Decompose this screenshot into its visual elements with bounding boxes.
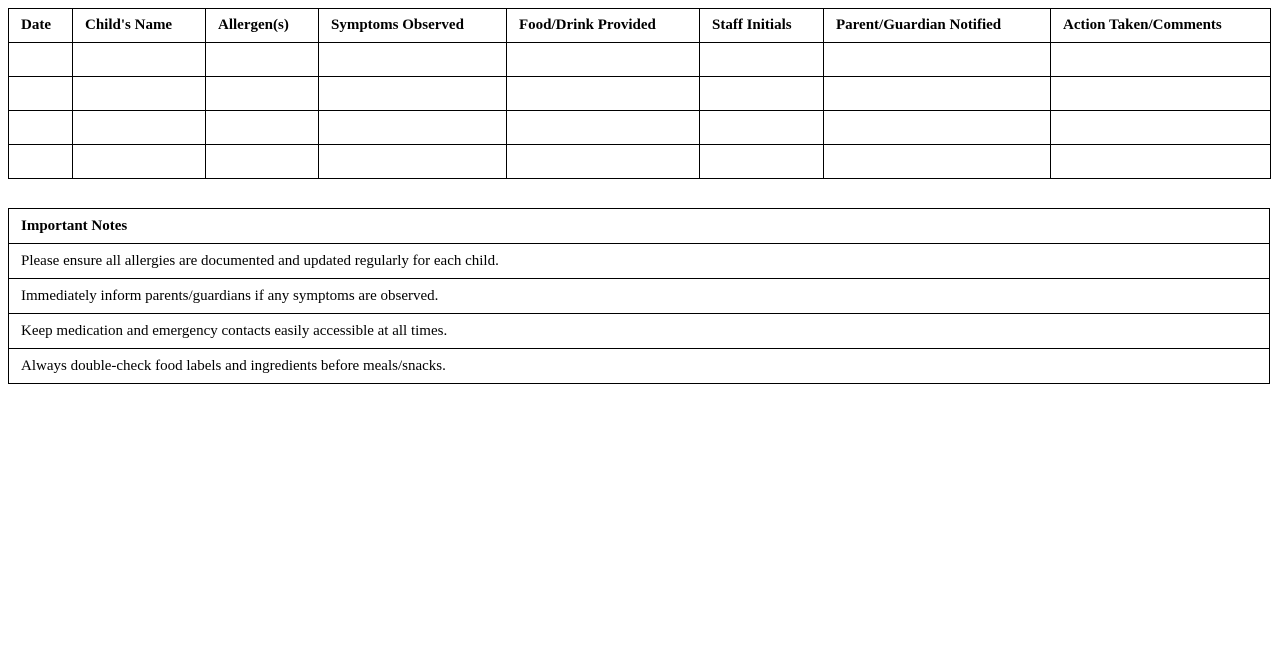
cell-date[interactable] [9, 145, 73, 179]
cell-childs-name[interactable] [73, 43, 206, 77]
table-row [9, 77, 1271, 111]
header-staff-initials: Staff Initials [700, 9, 824, 43]
cell-date[interactable] [9, 77, 73, 111]
cell-allergens[interactable] [206, 111, 319, 145]
cell-parent-guardian-notified[interactable] [824, 111, 1051, 145]
cell-allergens[interactable] [206, 77, 319, 111]
header-allergens: Allergen(s) [206, 9, 319, 43]
cell-action-taken-comments[interactable] [1051, 111, 1271, 145]
cell-parent-guardian-notified[interactable] [824, 77, 1051, 111]
notes-title: Important Notes [9, 209, 1270, 244]
note-row [9, 349, 1270, 384]
cell-staff-initials[interactable] [700, 111, 824, 145]
note-item: Always double-check food labels and ingredients before meals/snacks. [9, 349, 1270, 384]
table-row [9, 43, 1271, 77]
note-item: Please ensure all allergies are documented and updated regularly for each child. [9, 244, 1270, 279]
cell-parent-guardian-notified[interactable] [824, 145, 1051, 179]
note-item: Immediately inform parents/guardians if any symptoms are observed. [9, 279, 1270, 314]
notes-header-row [9, 209, 1270, 244]
header-food-drink-provided: Food/Drink Provided [507, 9, 700, 43]
cell-staff-initials[interactable] [700, 43, 824, 77]
note-item: Keep medication and emergency contacts easily accessible at all times. [9, 314, 1270, 349]
cell-symptoms-observed[interactable] [319, 43, 507, 77]
note-row [9, 244, 1270, 279]
cell-symptoms-observed[interactable] [319, 145, 507, 179]
important-notes-table [8, 208, 1270, 384]
cell-action-taken-comments[interactable] [1051, 43, 1271, 77]
note-row [9, 279, 1270, 314]
cell-staff-initials[interactable] [700, 145, 824, 179]
cell-date[interactable] [9, 111, 73, 145]
header-parent-guardian-notified: Parent/Guardian Notified [824, 9, 1051, 43]
cell-food-drink-provided[interactable] [507, 111, 700, 145]
cell-date[interactable] [9, 43, 73, 77]
cell-symptoms-observed[interactable] [319, 111, 507, 145]
cell-action-taken-comments[interactable] [1051, 77, 1271, 111]
cell-allergens[interactable] [206, 43, 319, 77]
cell-food-drink-provided[interactable] [507, 43, 700, 77]
cell-staff-initials[interactable] [700, 77, 824, 111]
table-row [9, 111, 1271, 145]
header-action-taken-comments: Action Taken/Comments [1051, 9, 1271, 43]
allergy-log-table [8, 8, 1271, 179]
note-row [9, 314, 1270, 349]
cell-food-drink-provided[interactable] [507, 145, 700, 179]
cell-symptoms-observed[interactable] [319, 77, 507, 111]
cell-action-taken-comments[interactable] [1051, 145, 1271, 179]
header-date: Date [9, 9, 73, 43]
table-row [9, 145, 1271, 179]
header-row [9, 9, 1271, 43]
cell-childs-name[interactable] [73, 145, 206, 179]
cell-childs-name[interactable] [73, 111, 206, 145]
cell-childs-name[interactable] [73, 77, 206, 111]
cell-allergens[interactable] [206, 145, 319, 179]
cell-parent-guardian-notified[interactable] [824, 43, 1051, 77]
header-symptoms-observed: Symptoms Observed [319, 9, 507, 43]
header-childs-name: Child's Name [73, 9, 206, 43]
cell-food-drink-provided[interactable] [507, 77, 700, 111]
